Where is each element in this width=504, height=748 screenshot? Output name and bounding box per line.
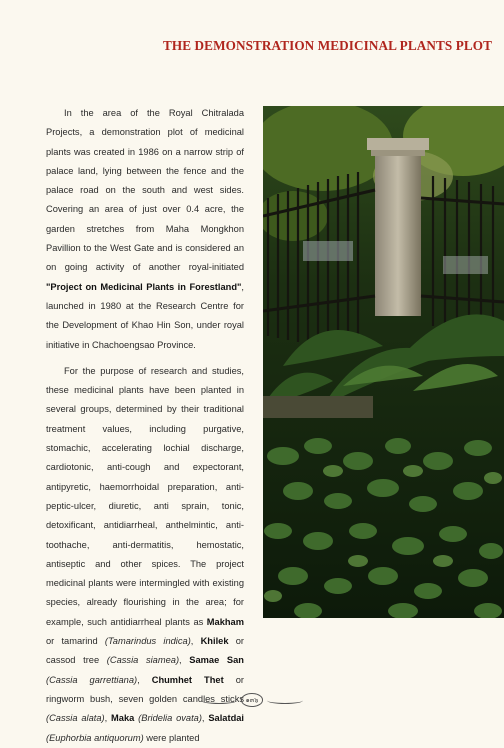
p2-text-m: were planted: [143, 732, 200, 743]
plant-maka: Maka: [111, 713, 135, 724]
garden-photo: [263, 106, 504, 618]
latin-cassia-siamea: (Cassia siamea): [106, 655, 180, 666]
plant-samae-san: Samae San: [189, 655, 244, 666]
flourish-right-icon: [267, 697, 303, 704]
project-name: "Project on Medicinal Plants in Forestland": [46, 281, 242, 292]
p2-text-a: For the purpose of research and studies, these medicinal plants have been planted in several groups, determined by their traditional treatment values, including purgative, stomachic, accelerating lochial discharge, cardiotonic, anti-cough and expectorant, antipyretic, haemorrhoidal preparation, anti-peptic-ulcer, diuretic, anti sprain, tonic, detoxificant, antidiarrheal, anthelmintic, anti-toothache, anti-dermatitis, hemostatic, antiseptic and other spices. The project medicinal plants were intermingled with existing species, already flourishing in the area; for example, such antidiarrheal plants as: [46, 365, 244, 627]
p2-text-e: ,: [179, 655, 190, 666]
plant-khilek: Khilek: [200, 636, 229, 647]
plant-salatdai: Salatdai: [208, 713, 244, 724]
p1-text-c: , launched in 1980 at the Research Centre for the Development of Khao Hin Son, under royal initiative in Chachoengsao Province.: [46, 281, 244, 350]
p2-text-c: ,: [190, 636, 201, 647]
article-body: [46, 104, 244, 748]
p2-text-i: ,: [104, 713, 112, 724]
page-footer: [0, 693, 504, 707]
plant-makham: Makham: [206, 616, 244, 627]
latin-euphorbia: (Euphorbia antiquorum): [46, 732, 144, 743]
latin-tamarind: (Tamarindus indica): [104, 636, 191, 647]
garden-photo-illustration: [263, 106, 504, 618]
paragraph-1: [46, 104, 244, 355]
p2-text-k: ,: [201, 713, 209, 724]
plant-chumhet-thet: Chumhet Thet: [151, 674, 224, 685]
p1-text-a: In the area of the Royal Chitralada Projects, a demonstration plot of medicinal plants was created in 1986 on a narrow strip of palace land, lying between the fence and the palace road on the south and west sides. Covering an area of just over 0.4 acre, the garden stretches from Maha Mongkhon Pavillion to the West Gate and is considered an on going activity of another royal-initiated: [46, 108, 244, 273]
latin-bridelia: (Bridelia ovata): [138, 713, 202, 724]
page-title: THE DEMONSTRATION MEDICINAL PLANTS PLOT: [163, 38, 492, 53]
paragraph-2: [46, 362, 244, 748]
latin-cassia-garrettiana: (Cassia garrettiana): [46, 674, 138, 685]
p2-text-b: or tamarind: [46, 636, 105, 647]
flourish-left-icon: [201, 697, 237, 704]
p2-text-d: or cassod tree: [46, 636, 244, 666]
latin-cassia-alata: (Cassia alata): [46, 713, 105, 724]
page-number: ๑๓๖: [241, 693, 264, 707]
footer-ornament: [201, 693, 304, 707]
p2-text-g: ,: [137, 674, 152, 685]
p2-text-h: or ringworm bush, seven golden candles sticks: [46, 674, 244, 704]
